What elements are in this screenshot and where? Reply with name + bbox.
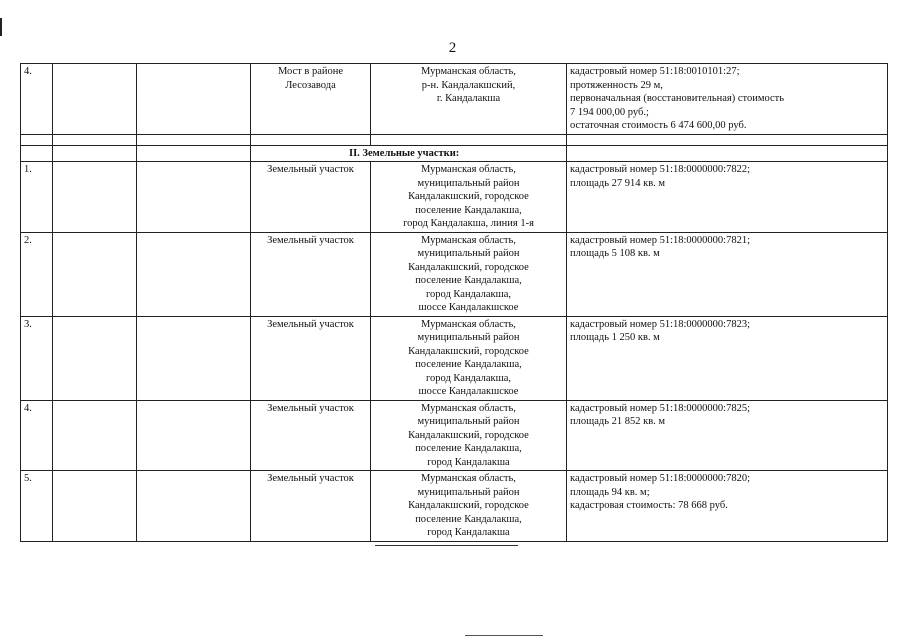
object-address-line: город Кандалакша <box>427 456 510 468</box>
section-header-row <box>21 145 888 162</box>
table-row <box>21 64 888 135</box>
empty-cell <box>567 134 888 145</box>
empty-cell <box>137 232 251 316</box>
object-name <box>251 400 371 471</box>
signature-line <box>375 545 518 546</box>
empty-cell <box>137 134 251 145</box>
empty-cell <box>53 64 137 135</box>
object-details-line: площадь 94 кв. м; <box>570 486 650 498</box>
object-details-line: кадастровый номер 51:18:0000000:7825; <box>570 402 751 414</box>
empty-cell <box>53 471 137 542</box>
object-address-line: муниципальный район <box>417 332 520 343</box>
object-details <box>567 64 888 135</box>
row-number: 3. <box>21 316 53 400</box>
object-address-line: поселение Кандалакша, <box>415 204 522 216</box>
empty-cell <box>53 145 137 162</box>
property-register-table <box>20 63 888 542</box>
object-address <box>371 316 567 400</box>
object-address <box>371 162 567 233</box>
empty-cell <box>137 471 251 542</box>
object-name <box>251 316 371 400</box>
empty-cell <box>21 134 53 145</box>
empty-cell <box>53 232 137 316</box>
object-address <box>371 64 567 135</box>
row-number: 4. <box>21 64 53 135</box>
object-address <box>371 232 567 316</box>
object-address-line: Мурманская область, <box>421 318 516 330</box>
empty-cell <box>137 316 251 400</box>
table-row <box>21 400 888 471</box>
object-details-line: кадастровый номер 51:18:0010101:27; <box>570 66 740 77</box>
object-address-line: Мурманская область, <box>421 66 516 77</box>
object-address-line: Мурманская область, <box>421 473 516 484</box>
page-number: 2 <box>448 40 457 56</box>
object-details <box>567 162 888 233</box>
scan-edge-mark <box>0 18 2 36</box>
object-address-line: Кандалакшский, городское <box>408 261 529 273</box>
object-name-line: Земельный участок <box>267 234 354 246</box>
object-address-line: Мурманская область, <box>421 234 516 246</box>
object-name-line: Земельный участок <box>267 318 354 330</box>
object-address-line: город Кандалакша, <box>425 288 512 300</box>
object-address-line: поселение Кандалакша, <box>415 359 522 370</box>
object-address <box>371 471 567 542</box>
object-address-line: муниципальный район <box>417 416 520 427</box>
table-row <box>21 232 888 316</box>
object-details <box>567 316 888 400</box>
object-address <box>371 400 567 471</box>
object-address-line: поселение Кандалакша, <box>415 443 522 454</box>
section-title: II. Земельные участки: <box>251 145 567 162</box>
row-number: 4. <box>21 400 53 471</box>
object-address-line: р-н. Кандалакшский, <box>421 79 516 91</box>
object-address-line: муниципальный район <box>417 177 520 189</box>
object-address-line: город Кандалакша <box>427 527 510 538</box>
empty-cell <box>251 134 371 145</box>
object-details-line: кадастровый номер 51:18:0000000:7820; <box>570 473 751 484</box>
table-row <box>21 471 888 542</box>
empty-cell <box>137 64 251 135</box>
object-name-line: Земельный участок <box>267 402 354 414</box>
object-details-line: площадь 27 914 кв. м <box>570 177 666 189</box>
footer-line <box>465 635 543 636</box>
row-number: 5. <box>21 471 53 542</box>
object-details-line: кадастровая стоимость: 78 668 руб. <box>570 500 728 511</box>
object-name <box>251 232 371 316</box>
object-details <box>567 471 888 542</box>
empty-cell <box>53 400 137 471</box>
object-address-line: муниципальный район <box>417 248 520 259</box>
empty-cell <box>137 400 251 471</box>
object-name <box>251 162 371 233</box>
object-address-line: город Кандалакша, <box>425 372 512 384</box>
object-address-line: Кандалакшский, городское <box>408 500 529 511</box>
empty-cell <box>53 162 137 233</box>
object-name-line: Мост в районе <box>277 66 344 77</box>
object-name-line: Земельный участок <box>267 164 354 175</box>
object-details <box>567 232 888 316</box>
empty-cell <box>371 134 567 145</box>
object-details-line: кадастровый номер 51:18:0000000:7823; <box>570 318 751 330</box>
empty-cell <box>567 145 888 162</box>
object-details-line: кадастровый номер 51:18:0000000:7822; <box>570 164 751 175</box>
object-address-line: поселение Кандалакша, <box>415 275 522 286</box>
object-name-line: Земельный участок <box>267 473 354 484</box>
row-number: 1. <box>21 162 53 233</box>
register-body <box>21 64 888 542</box>
empty-cell <box>137 162 251 233</box>
empty-cell <box>137 145 251 162</box>
object-address-line: муниципальный район <box>417 486 520 498</box>
object-address-line: поселение Кандалакша, <box>415 513 522 525</box>
object-details-line: первоначальная (восстановительная) стоимость <box>570 93 785 104</box>
object-details-line: площадь 21 852 кв. м <box>570 416 666 427</box>
table-row <box>21 162 888 233</box>
object-details-line: 7 194 000,00 руб.; <box>570 106 649 118</box>
object-address-line: шоссе Кандалакшское <box>418 386 519 397</box>
object-address-line: Кандалакшский, городское <box>408 191 529 202</box>
spacer-row <box>21 134 888 145</box>
object-details-line: площадь 1 250 кв. м <box>570 332 660 343</box>
empty-cell <box>21 145 53 162</box>
empty-cell <box>53 316 137 400</box>
object-details-line: остаточная стоимость 6 474 600,00 руб. <box>570 120 747 131</box>
object-address-line: шоссе Кандалакшское <box>418 302 519 313</box>
table-row <box>21 316 888 400</box>
object-details <box>567 400 888 471</box>
object-address-line: Мурманская область, <box>421 164 516 175</box>
empty-cell <box>53 134 137 145</box>
object-details-line: площадь 5 108 кв. м <box>570 248 660 259</box>
object-details-line: кадастровый номер 51:18:0000000:7821; <box>570 234 751 246</box>
object-name <box>251 471 371 542</box>
object-address-line: Мурманская область, <box>421 402 516 414</box>
object-address-line: Кандалакшский, городское <box>408 429 529 441</box>
row-number: 2. <box>21 232 53 316</box>
object-address-line: г. Кандалакша <box>436 93 501 104</box>
object-details-line: протяженность 29 м, <box>570 79 663 91</box>
object-name <box>251 64 371 135</box>
object-name-line: Лесозавода <box>285 79 336 91</box>
object-address-line: город Кандалакша, линия 1-я <box>403 218 534 229</box>
object-address-line: Кандалакшский, городское <box>408 345 529 357</box>
